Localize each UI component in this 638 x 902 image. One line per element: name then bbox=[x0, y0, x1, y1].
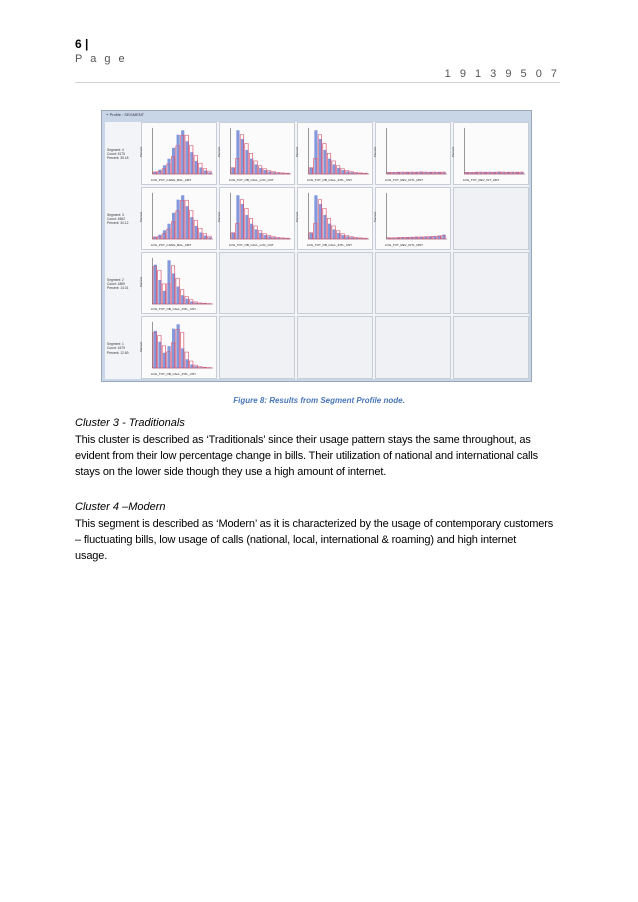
segment-percent: Percent: 12.69 bbox=[107, 350, 129, 355]
histogram-plot bbox=[454, 123, 528, 184]
histogram bbox=[375, 122, 451, 185]
y-axis-label: Percent bbox=[451, 147, 456, 158]
paragraph-line: evident from their low percentage change in bills. Their utilization of national and international calls bbox=[75, 450, 538, 462]
y-axis-label: Percent bbox=[139, 341, 144, 352]
x-axis-label: LOG_TOT_REV_INTL_MNT bbox=[384, 242, 423, 247]
histogram bbox=[219, 122, 295, 185]
y-axis-label: Percent bbox=[139, 211, 144, 223]
segment-label: Segment: 3 bbox=[107, 212, 124, 217]
histogram bbox=[141, 187, 217, 250]
x-axis-label: LOG_PCT_CHNG_BILL_AMT bbox=[150, 242, 192, 247]
histogram bbox=[297, 187, 373, 250]
x-axis-label: LOG_TOT_REV_INT_AMT bbox=[462, 177, 500, 182]
paragraph-line: This segment is described as ‘Modern’ as it is characterized by the usage of contemporary customers bbox=[75, 518, 554, 530]
histogram-plot bbox=[298, 123, 372, 184]
histogram-plot bbox=[298, 188, 372, 249]
x-axis-label: LOG_TOT_OB_CALL_LOC_CNT bbox=[228, 242, 274, 247]
segment-label: Segment: 1 bbox=[107, 342, 124, 347]
segment-info-2 bbox=[105, 252, 139, 315]
section-paragraph bbox=[75, 516, 565, 564]
segment-profile-screenshot bbox=[101, 110, 532, 382]
y-axis-label: Percent bbox=[295, 211, 300, 223]
empty-cell bbox=[219, 316, 295, 379]
document-id: 1 9 1 3 9 5 0 7 bbox=[444, 68, 560, 80]
histogram bbox=[141, 122, 217, 185]
segment-count: Count: 1869 bbox=[107, 281, 125, 286]
segment-label: Segment: 2 bbox=[107, 277, 124, 282]
x-axis-label: LOG_PCT_CHNG_BILL_AMT bbox=[150, 177, 192, 182]
x-axis-label: LOG_TOT_OB_CALL_INTL_CNT bbox=[150, 307, 197, 312]
x-axis-label: LOG_TOT_OB_CALL_INTL_CNT bbox=[306, 177, 353, 182]
segment-info-1 bbox=[105, 316, 139, 379]
section-paragraph bbox=[75, 432, 565, 480]
paragraph-line: This cluster is described as ‘Traditionals’ since their usage pattern stays the same throughout, as bbox=[75, 434, 531, 446]
x-axis-label: LOG_TOT_OB_CALL_INTL_CNT bbox=[150, 372, 197, 376]
empty-cell bbox=[219, 252, 295, 315]
section-heading: Cluster 4 –Modern bbox=[75, 501, 166, 513]
profile-grid bbox=[105, 122, 529, 379]
y-axis-label: Percent bbox=[373, 147, 378, 158]
axis-line bbox=[386, 193, 447, 239]
segment-count: Count: 1679 bbox=[107, 346, 125, 351]
y-axis-label: Percent bbox=[373, 211, 378, 223]
y-axis-label: Percent bbox=[139, 276, 144, 287]
x-axis-label: LOG_TOT_OB_CALL_INTL_CNT bbox=[306, 242, 353, 247]
x-axis-label: LOG_TOT_OB_CALL_LOC_CNT bbox=[228, 177, 274, 182]
paragraph-line: usage. bbox=[75, 550, 108, 562]
y-axis-label: Percent bbox=[295, 147, 300, 158]
segment-label: Segment: 4 bbox=[107, 148, 124, 152]
segment-count: Count: 5175 bbox=[107, 152, 125, 157]
histogram-plot bbox=[142, 123, 216, 184]
histogram bbox=[453, 122, 529, 185]
x-axis-label: LOG_TOT_REV_INTL_MNT bbox=[384, 177, 423, 182]
segment-count: Count: 4562 bbox=[107, 216, 125, 221]
window-title: ∘ Profile : SEGMENT bbox=[106, 112, 145, 117]
histogram-plot bbox=[220, 188, 294, 249]
empty-cell bbox=[375, 316, 451, 379]
y-axis-label: Percent bbox=[217, 211, 222, 223]
histogram bbox=[141, 252, 217, 315]
histogram-plot bbox=[376, 188, 450, 249]
histogram bbox=[141, 316, 217, 379]
segment-percent: Percent: 39.18 bbox=[107, 156, 129, 161]
paragraph-line: stays on the lower side though they use a high amount of internet. bbox=[75, 466, 387, 478]
histogram-plot bbox=[142, 253, 216, 314]
axis-line bbox=[386, 128, 447, 174]
page-number: 6 | bbox=[75, 37, 89, 51]
empty-cell bbox=[453, 316, 529, 379]
y-axis-label: Percent bbox=[139, 147, 144, 158]
histogram-plot bbox=[376, 123, 450, 184]
section-heading: Cluster 3 - Traditionals bbox=[75, 417, 185, 429]
y-axis-label: Percent bbox=[217, 147, 222, 158]
segment-info-3 bbox=[105, 187, 139, 250]
page-label: P a g e bbox=[75, 53, 128, 65]
empty-cell bbox=[375, 252, 451, 315]
paragraph-line: – fluctuating bills, low usage of calls (national, local, international & roaming) and high internet bbox=[75, 534, 517, 546]
histogram bbox=[219, 187, 295, 250]
histogram bbox=[375, 187, 451, 250]
axis-line bbox=[464, 128, 525, 174]
header-rule bbox=[75, 82, 560, 83]
figure-caption: Figure 8: Results from Segment Profile node. bbox=[233, 396, 405, 405]
segment-percent: Percent: 14.01 bbox=[107, 285, 129, 290]
segment-info-4 bbox=[105, 122, 139, 185]
histogram bbox=[297, 122, 373, 185]
histogram-plot bbox=[142, 317, 216, 378]
histogram-plot bbox=[142, 188, 216, 249]
empty-cell bbox=[453, 252, 529, 315]
segment-percent: Percent: 34.12 bbox=[107, 221, 129, 226]
empty-cell bbox=[297, 316, 373, 379]
empty-cell bbox=[453, 187, 529, 250]
empty-cell bbox=[297, 252, 373, 315]
histogram-plot bbox=[220, 123, 294, 184]
